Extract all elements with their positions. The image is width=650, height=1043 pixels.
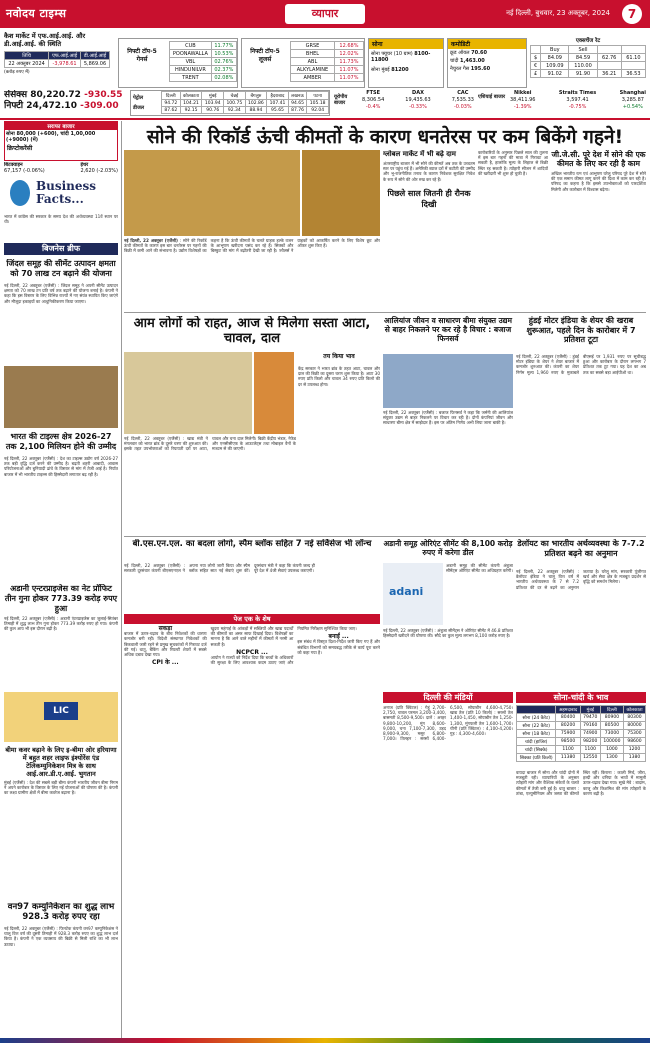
market-name: FTSE	[366, 90, 381, 96]
deloitte-body: नई दिल्ली, 22 अक्तूबर (एजैंसी) : डेलॉयट इंडिया ने चालू वित्त वर्ष में भारतीय अर्थव्यवस्था के 7 से 7.2 प्रतिशत की दर से बढ़ने का अनुमान जताया है। घरेलू मांग, सरकारी पूंजीगत खर्च और सेवा क्षेत्र के मजबूत प्रदर्शन से वृद्धि को समर्थन मिलेगा।	[516, 569, 646, 590]
lic-body: मुंबई (एजैंसी) : देश की सबसे बड़ी बीमा कंपनी भारतीय जीवन बीमा निगम ने अपने कारोबार के विस्तार के लिए नई योजनाओं की घोषणा की है। कंपनी का लक्ष्य ग्रामीण क्षेत्रों में बीमा कवरेज बढ़ाना है।	[4, 780, 118, 796]
bulb-icon	[10, 180, 30, 206]
gs-cell: 12550	[580, 754, 600, 762]
gainer-pct: 10.53%	[211, 50, 236, 58]
forex-val: 84.09	[541, 54, 569, 62]
bitcoin-value: 67,157 (-0.06%)	[4, 168, 45, 174]
gs-cell: 75300	[624, 730, 646, 738]
gold-row	[369, 49, 443, 65]
business-facts-title: Business Facts...	[36, 179, 97, 206]
gs-cell: 75900	[556, 730, 580, 738]
gold-silver-table	[516, 705, 646, 762]
commodity-row	[448, 57, 526, 65]
registration-strip	[0, 1038, 650, 1043]
cell-date: 22 अक्तूबर 2024	[5, 60, 49, 68]
gs-head-cell: कोलकाता	[624, 706, 646, 714]
gold-row-value: 81200	[391, 67, 409, 73]
bullion-box	[4, 121, 118, 161]
business-facts-box	[4, 178, 118, 238]
forex-table	[530, 45, 646, 78]
fuel-petrol-cell: 100.75	[224, 100, 246, 107]
bitcoin-label: बिटक्वाइन	[4, 162, 23, 168]
fuel-diesel-cell: 87.76	[288, 107, 307, 114]
gs-cell: 11380	[556, 754, 580, 762]
loser-pct: 12.68%	[334, 42, 363, 50]
shesh-head: बनाईं ...	[328, 633, 349, 641]
shesh-head: NCPCR ...	[236, 648, 268, 656]
asia-markets-box	[478, 90, 646, 116]
section-title: व्यापार	[285, 4, 365, 24]
divider	[124, 312, 646, 313]
gs-row	[517, 730, 646, 738]
bullion-title: सराफा बाजार	[5, 122, 117, 130]
gold-row-label: सोना फ्यूचर (10 ग्राम)	[371, 51, 413, 57]
fuel-diesel-cell: 92.34	[224, 107, 246, 114]
gold-label: सोना	[369, 39, 443, 49]
gs-cell: सोना (18 कैरेट)	[517, 730, 556, 738]
gold-silver-title: सोना-चांदी के भाव	[516, 692, 646, 703]
forex-h: Sell	[569, 46, 597, 54]
market-change: -0.4%	[365, 104, 381, 110]
gjc-subhead: जी.जे.सी. पूरे देश में सोने की एक कीमत के लिए कर रही है काम	[551, 150, 646, 168]
adani-headline: अडानी एन्‍टरप्राइजेस का नेट प्रॉफिट तीन गुना होकर 773.39 करोड़ रुपए हुआ	[4, 584, 118, 613]
gs-cell: 79470	[580, 714, 600, 722]
gold-row-value: 8100-11800	[371, 51, 431, 63]
gs-cell: 98200	[580, 738, 600, 746]
lead-headline: सोने की रिकॉर्ड ऊंची कीमतों के कारण धनतेरस पर कम बिकेंगे गहने!	[146, 126, 624, 147]
market-value: 7,535.33	[451, 97, 474, 103]
continuation-body: सैकड़ों बाजार में उतार-चढ़ाव के बीच निवेशकों की धारणा कमजोर बनी रही। विदेशी संस्थागत निवेशकों की बिकवाली जारी रहने से प्रमुख सूचकांकों में गिरावट दर्ज की गई। धातु, बैंकिंग और रियल्टी शेयरों में सबसे अधिक दबाव देखा गया। CPI के ... खुदरा महंगाई के आंकड़ों में सब्जियों और खाद्य पदार्थों की कीमतों का असर साफ दिखाई दिया। विशेषज्ञों का मानना है कि आने वाले महीनों में कीमतों में नरमी आ सकती है। NCPCR ... आयोग ने राज्यों को निर्देश दिया कि बच्चों के अधिकारों की सुरक्षा के लिए आवश्यक कदम उठाए जाएं और नियमित निरीक्षण सुनिश्चित किया जाए। बनाईं ... इस संबंध में विस्तृत दिशा-निर्देश जारी किए गए हैं और संबंधित विभागों को समयबद्ध तरीके से कार्य पूरा करने को कहा गया है।	[124, 626, 380, 667]
atta-side-body: केंद्र सरकार ने भारत ब्रांड के तहत आटा, चावल और दाल की बिक्री का दूसरा चरण शुरू किया है। आटा 30 रुपए प्रति किलो और चावल 34 रुपए प्रति किलो की दर से उपलब्ध होगा।	[298, 366, 380, 387]
asia-label: एशियाई बाजार	[478, 94, 506, 100]
adani-cement-side: अडानी समूह की सीमेंट कंपनी अंबुजा सीमेंट्स ओरिएंट सीमेंट का अधिग्रहण करेगी।	[446, 563, 513, 574]
gs-row	[517, 714, 646, 722]
gs-cell: 1000	[600, 746, 623, 754]
loser-pct: 11.07%	[334, 66, 363, 74]
market-tile	[620, 90, 646, 111]
mandi-body: अनाज (प्रति क्विंटल) : गेहूं 2,700-2,750, चावल परमल 3,200-3,400, बासमती 8,500-9,500। दालें : अरहर 9,800-10,200, मूंग 8,600-9,000, चना 7,100-7,300, उड़द 8,900-9,300, मसूर 6,800-7,000। तिलहन : सरसों 6,400-6,500, सोयाबीन 4,600-4,750। खाद्य तेल (प्रति 10 किलो) : सरसों तेल 1,400-1,450, सोयाबीन तेल 1,250-1,300, मूंगफली तेल 1,600-1,700। चीनी (प्रति क्विंटल) : 4,100-4,200। गुड़ : 4,300-4,600।	[383, 705, 513, 742]
fuel-cities-cell: लखनऊ	[288, 92, 307, 100]
fuel-petrol-cell: 94.72	[162, 100, 181, 107]
bullion-text: सोना 80,000 (+600), चांदी 1,00,000 (+9000) (में)	[6, 131, 96, 143]
forex-val: 110.00	[569, 62, 597, 70]
fuel-labels	[133, 93, 159, 113]
index-change: -309.00	[80, 101, 119, 111]
gs-cell: चांदी (हाजिर)	[517, 738, 556, 746]
forex-val: 36.21	[597, 70, 621, 78]
gold-row-label: सोना मुंबई	[371, 67, 390, 73]
forex-cur: €	[531, 62, 541, 70]
fii-dii-unit: (करोड़ रुपए में)	[4, 70, 30, 75]
gs-cell: 98600	[624, 738, 646, 746]
gs-head-cell: मुंबई	[580, 706, 600, 714]
fuel-box	[130, 90, 330, 116]
gs-row	[517, 754, 646, 762]
mandi-title: दिल्ली की मंडियों	[383, 692, 513, 703]
hyundai-headline: हुंडई मोटर इंडिया के शेयर की खराब शुरूआत, पहले दिन के कारोबार में 7 प्रतिशत टूटा	[526, 316, 636, 344]
rice-photo	[254, 352, 294, 434]
loser-pct: 11.07%	[334, 74, 363, 82]
fuel-petrol-cell: 105.18	[307, 100, 329, 107]
business-facts-text: भारत में कांग्रेस की सरकार के समय देश की अर्थव्यवस्था 11वें स्थान पर थी।	[4, 214, 118, 225]
insurance-body: नई दिल्ली, 22 अक्तूबर (एजैंसी) : बजाज फिनसर्व ने कहा कि जर्मनी की आलियांज संयुक्त उद्यम से बाहर निकलने पर विचार कर रही है। दोनों कंपनियां जीवन और साधारण बीमा क्षेत्र में साझेदार हैं। इस पर अंतिम निर्णय अभी लिया जाना बाकी है।	[383, 410, 513, 426]
market-tile	[510, 90, 535, 111]
gs-row	[517, 738, 646, 746]
col-date: तिथि	[5, 52, 49, 60]
fii-dii-box	[4, 32, 112, 87]
gs-cell: 1100	[556, 746, 580, 754]
divider	[0, 118, 650, 120]
index-value: 24,472.10	[26, 101, 77, 111]
loser-pct: 11.73%	[334, 58, 363, 66]
forex-val: 109.09	[541, 62, 569, 70]
ether-value: 2,620 (-2.03%)	[80, 168, 118, 174]
gs-cell: 1100	[580, 746, 600, 754]
grains-photo	[124, 352, 252, 434]
gs-cell: 98500	[556, 738, 580, 746]
van97-headline: वन97 कम्युनिकेशन का शुद्ध लाभ 928.3 करोड़ रुपए रहा	[7, 902, 115, 922]
fuel-petrol-cell: 103.94	[202, 100, 224, 107]
adani-logo-photo	[383, 563, 443, 625]
crypto-label: क्रिप्टोकरेंसी	[7, 145, 33, 152]
lead-pull-quote: ग्लोबल मार्केट में भी बढ़े दाम	[383, 150, 456, 158]
gs-cell: 79160	[580, 722, 600, 730]
gs-cell: 74900	[580, 730, 600, 738]
fuel-diesel-cell: 95.65	[267, 107, 289, 114]
market-body: वायदा बाजार में सोना और चांदी दोनों में मजबूती रही। व्यापारियों के अनुसार त्योहारी मांग और वैश्विक संकेतों के चलते कीमतों में तेजी बनी हुई है। धातु बाजार : तांबा, एल्युमीनियम और जस्ता की कीमतें स्थिर रहीं। किराना : काली मिर्च, जीरा, हल्दी और धनिया के भावों में मामूली उतार-चढ़ाव देखा गया। सूखे मेवे : बादाम, काजू और किशमिश की मांग त्योहारों के कारण बढ़ी है।	[516, 770, 646, 796]
newspaper-logo: नवोदय टाइम्स	[6, 7, 67, 20]
hyundai-body: नई दिल्ली, 22 अक्तूबर (एजैंसी) : हुंडई मोटर इंडिया के शेयर ने शेयर बाजार में कमजोर शुरुआत की। कंपनी का शेयर निर्गम मूल्य 1,960 रुपए के मुकाबले बीएसई पर 1,931 रुपए पर सूचीबद्ध हुआ और कारोबार के दौरान लगभग 7 प्रतिशत तक टूट गया। यह देश का अब तक का सबसे बड़ा आईपीओ था।	[516, 354, 646, 375]
page-number: 7	[622, 4, 642, 24]
market-value: 3,285.87	[621, 97, 644, 103]
lead-body-1: नई दिल्ली, 22 अक्तूबर (एजैंसी) : सोने की रिकॉर्ड ऊंची कीमतों के कारण इस बार धनतेरस पर गहनों की बिक्री में कमी आने की संभावना है। उद्योग विशेषज्ञों का कहना है कि ऊंची कीमतों के चलते ग्राहक हल्के वजन के आभूषण खरीदना पसंद कर रहे हैं। सिक्कों और बिस्कुट की मांग में बढ़ोतरी देखी जा रही है। ज्वैलर्स ने ग्राहकों को आकर्षित करने के लिए विशेष छूट और ऑफर शुरू किए हैं।	[124, 238, 380, 254]
fuel-petrol-cell: 102.86	[245, 100, 267, 107]
market-tile	[452, 90, 474, 111]
index-line	[4, 90, 124, 101]
indices-box	[4, 90, 124, 116]
asia-row	[510, 90, 646, 111]
gs-cell: 80400	[556, 714, 580, 722]
gs-cell: 1200	[624, 746, 646, 754]
market-name: CAC	[457, 90, 469, 96]
gs-cell: 100000	[600, 738, 623, 746]
market-change: +0.54%	[622, 104, 643, 110]
gainer-name: TRENT	[170, 74, 212, 82]
forex-val	[621, 62, 645, 70]
col-fii: एफ.आई.आई	[49, 52, 81, 60]
commodity-row-label: क्रूड ऑयल	[450, 50, 470, 56]
forex-h: Buy	[541, 46, 569, 54]
gainer-name: VBL	[170, 58, 212, 66]
tiles-headline: भारत की टाइल्स क्षेत्र 2026-27 तक 2,100 मिलियन होने की उम्मीद	[5, 432, 117, 451]
market-tile	[362, 90, 384, 111]
continuations	[124, 626, 380, 1038]
fuel-cities-cell: मुंबई	[202, 92, 224, 100]
gainer-pct: 02.37%	[211, 66, 236, 74]
gainer-pct: 11.77%	[211, 42, 236, 50]
shesh-head: सैकड़ों	[158, 626, 173, 632]
dateline: नई दिल्ली, बुधवार, 23 अक्तूबर, 2024	[506, 9, 610, 17]
gs-head-cell: दिल्ली	[600, 706, 623, 714]
lead-body-2: ग्लोबल मार्केट में भी बढ़े दाम अंतरराष्ट्रीय बाजार में भी सोने की कीमतें अब तक के उच्चतम स्तर पर पहुंच गई हैं। अमेरिकी ब्याज दरों में कटौती की उम्मीद और भू-राजनीतिक तनाव के कारण निवेशक सुरक्षित निवेश के रूप में सोने की ओर रुख कर रहे हैं। पिछले साल जितनी ही रौनक दिखी	[383, 150, 475, 209]
gold-box	[368, 38, 444, 88]
forex-h	[621, 46, 645, 54]
commodity-row-label: नैचुरल गैस	[450, 66, 470, 72]
eu-markets-box	[334, 90, 474, 116]
gs-cell: 80900	[600, 714, 623, 722]
eu-label: यूरोपीय बाजार	[334, 94, 348, 106]
loser-name: GRSE	[291, 42, 335, 50]
tiles-body: नई दिल्ली, 22 अक्तूबर (एजैंसी) : देश का टाइल्स उद्योग वर्ष 2026-27 तक बड़ी वृद्धि दर्ज करने की उम्मीद है। बढ़ती शहरी आबादी, आवास परियोजनाओं और बुनियादी ढांचे के विस्तार से मांग में तेजी आई है। निर्यात बाजार में भी भारतीय टाइल्स की हिस्सेदारी लगातार बढ़ रही है।	[4, 456, 118, 477]
lead-pull-quote-2: पिछले साल जितनी ही रौनक दिखी	[387, 188, 471, 209]
fuel-cities-cell: कोलकाता	[180, 92, 202, 100]
market-change: -1.39%	[513, 104, 532, 110]
fuel-cities-cell: हैदराबाद	[267, 92, 289, 100]
losers-box	[241, 38, 365, 88]
loser-name: ABL	[291, 58, 335, 66]
van97-body: नई दिल्ली, 22 अक्तूबर (एजैंसी) : फिनटेक कंपनी वन97 कम्युनिकेशंस ने चालू वित्त वर्ष की दूसरी तिमाही में 928.3 करोड़ रुपए का शुद्ध लाभ दर्ज किया है। कंपनी ने एक व्यवसाय की बिक्री से मिली राशि का भी लाभ उठाया।	[4, 926, 118, 947]
fii-dii-table	[4, 51, 110, 68]
fuel-cities-cell: बेंगलुरु	[245, 92, 267, 100]
commodity-row-value: 70.60	[471, 50, 487, 56]
market-value: 38,411.96	[510, 97, 536, 103]
gs-cell: सोना (22 कैरेट)	[517, 722, 556, 730]
fuel-diesel-cell: 88.94	[245, 107, 267, 114]
fuel-petrol-cell: 104.21	[180, 100, 202, 107]
ether-label: ईथर	[80, 162, 89, 168]
fuel-cities-cell: पटना	[307, 92, 329, 100]
market-tile	[559, 90, 596, 111]
eu-row	[362, 90, 474, 111]
commodity-row-value: 1,463.00	[460, 58, 485, 64]
adani-cement-body: नई दिल्ली, 22 अक्तूबर (एजैंसी) : अंबुजा सीमेंट्स ने ओरिएंट सीमेंट में 46.8 प्रतिशत हिस्सेदारी खरीदने की घोषणा की। सौदे का कुल मूल्य लगभग 8,100 करोड़ रुपए है।	[383, 628, 513, 639]
gjc-body: अखिल भारतीय रत्न एवं आभूषण घरेलू परिषद पूरे देश में सोने की एक समान कीमत लागू करने की दिशा में काम कर रही है। परिषद का कहना है कि इससे उपभोक्ताओं को पारदर्शिता मिलेगी और कारोबार में विश्वास बढ़ेगा।	[551, 171, 646, 192]
forex-val: 91.90	[569, 70, 597, 78]
gs-cell: 80000	[624, 722, 646, 730]
commodity-label: कमोडिटी	[448, 39, 526, 49]
forex-val	[597, 62, 621, 70]
lead-body-3: कारोबारियों के अनुसार पिछले साल की तुलना में इस बार गहनों की मात्रा में गिरावट आ सकती है, हालांकि मूल्य के लिहाज से बिक्री स्थिर रह सकती है। त्योहारी सीजन में शादियों की खरीदारी भी शुरू हो चुकी है।	[478, 150, 548, 176]
market-change: -0.03%	[454, 104, 472, 110]
column-rule	[121, 121, 122, 1039]
forex-box	[530, 36, 646, 88]
index-name: सेंसेक्स	[4, 90, 28, 100]
forex-val: 84.59	[569, 54, 597, 62]
market-tile	[405, 90, 430, 111]
jewellery-photo-2	[302, 150, 380, 236]
gainers-table	[169, 41, 237, 82]
loser-name: ALKYLAMINE	[291, 66, 335, 74]
gs-cell: चांदी (सिक्के)	[517, 746, 556, 754]
gjc-box	[551, 150, 646, 310]
loser-name: AMBER	[291, 74, 335, 82]
gainer-pct: 02.76%	[211, 58, 236, 66]
gainers-box	[118, 38, 238, 88]
forex-label: एक्सचेंज रेट	[575, 38, 601, 44]
gainer-name: POONAWALLA	[170, 50, 212, 58]
fuel-petrol-cell: 94.65	[288, 100, 307, 107]
atta-body: नई दिल्ली, 22 अक्तूबर (एजैंसी) : खाद्य मंत्री ने मंगलवार को भारत ब्रांड के दूसरे चरण की शुरुआत की। इसके तहत उपभोक्ताओं को रियायती दरों पर आटा, चावल और चना दाल मिलेगी। बिक्री केंद्रीय भंडार, नेफेड और एनसीसीएफ के आउटलेट्स तथा मोबाइल वैनों के माध्यम से की जाएगी।	[124, 436, 296, 452]
market-value: 8,306.54	[362, 97, 385, 103]
gold-row	[369, 65, 443, 75]
adani-body: नई दिल्ली, 22 अक्तूबर (एजैंसी) : अडानी एंटरप्राइजेस का जुलाई-सितंबर तिमाही में शुद्ध लाभ तीन गुना होकर 773.39 करोड़ रुपए हो गया। कंपनी की कुल आय भी इस दौरान बढ़ी है।	[4, 616, 118, 632]
gainer-pct: 02.08%	[211, 74, 236, 82]
commodity-row	[448, 49, 526, 57]
market-name: Straits Times	[558, 90, 597, 96]
gs-cell: 1380	[624, 754, 646, 762]
commodity-row-label: चांदी	[450, 58, 459, 64]
adani-cement-headline: अडानी समूह ओरिएंट सीमेंट की 8,100 करोड़ रुपए में करेगा डील	[383, 539, 513, 557]
divider	[124, 536, 646, 537]
gs-cell: सोना (24 कैरेट)	[517, 714, 556, 722]
lic-headline: बीमा कवर बढ़ाने के लिए इ-बीमा ओर हरियाणा में बहुत शहर लाइफ इंश्‍योरेंस एंड टेलिकम्युनिकेशन मित्र के साथ आई.आर.डी.ए.आई. भुगतान	[5, 746, 117, 778]
crypto-row	[4, 162, 118, 176]
fuel-diesel-cell: 92.15	[180, 107, 202, 114]
price-tag: तय किया भाव	[323, 353, 355, 360]
commodity-row	[448, 65, 526, 73]
petrol-label: पेट्रोल	[133, 95, 144, 101]
page-one-continuation-title: पेज एक के शेष	[124, 614, 380, 624]
index-name: निफ्टी	[4, 101, 24, 111]
gs-head-cell	[517, 706, 556, 714]
commodity-box	[447, 38, 527, 88]
forex-cur: $	[531, 54, 541, 62]
gainer-name: HINDUNILVR	[170, 66, 212, 74]
fuel-diesel-cell: 90.76	[202, 107, 224, 114]
market-name: DAX	[412, 90, 424, 96]
losers-table	[290, 41, 364, 82]
gs-cell: सिक्का (प्रति किलो)	[517, 754, 556, 762]
fuel-cities-cell: चेन्नई	[224, 92, 246, 100]
forex-val: 91.02	[541, 70, 569, 78]
forex-h	[531, 46, 541, 54]
market-value: 19,435.63	[405, 97, 431, 103]
fii-dii-headline: कैश मार्केट में एफ.आई.आई. और डी.आई.आई. की स्थिति	[4, 32, 86, 48]
cell-dii: 5,869.06	[80, 60, 109, 68]
diesel-label: डीजल	[133, 105, 145, 111]
loser-pct: 12.02%	[334, 50, 363, 58]
fuel-table	[161, 91, 329, 114]
bitcoin-block	[4, 162, 45, 176]
index-value: 80,220.72	[30, 90, 81, 100]
gs-cell: 73000	[600, 730, 623, 738]
gs-row	[517, 746, 646, 754]
gs-cell: 80300	[624, 714, 646, 722]
market-name: Shanghai	[619, 90, 646, 96]
market-change: -0.75%	[568, 104, 587, 110]
fuel-petrol-cell: 107.41	[267, 100, 289, 107]
tiles-photo	[4, 366, 118, 428]
forex-val: 62.76	[597, 54, 621, 62]
gs-cell: 1300	[600, 754, 623, 762]
business-brief-title: बिजनेस ब्रीफ	[4, 243, 118, 255]
forex-val: 61.10	[621, 54, 645, 62]
market-change: -0.33%	[409, 104, 427, 110]
forex-cur: £	[531, 70, 541, 78]
gainer-name: CUB	[170, 42, 212, 50]
lead-byline: नई दिल्ली, 22 अक्तूबर (एजैंसी)	[124, 238, 178, 243]
masthead-bar	[0, 0, 650, 28]
gs-head-cell: अहमदाबाद	[556, 706, 580, 714]
bsnl-body: नई दिल्ली, 22 अक्तूबर (एजैंसी) : सरकारी दूरसंचार कंपनी बीएसएनएल ने अपना नया लोगो जारी किया और स्पैम ब्लॉक सहित सात नई सेवाएं शुरू कीं। दूरसंचार मंत्री ने कहा कि कंपनी जल्द ही पूरे देश में 4जी सेवाएं उपलब्ध कराएगी।	[124, 563, 315, 574]
fuel-diesel-cell: 92.04	[307, 107, 329, 114]
col-dii: डी.आई.आई	[80, 52, 109, 60]
lic-logo: LIC	[44, 702, 78, 720]
gs-cell: 80500	[600, 722, 623, 730]
fuel-cities-cell: दिल्ली	[162, 92, 181, 100]
shesh-head: CPI के ...	[151, 659, 179, 667]
index-change: -930.55	[84, 90, 123, 100]
commodity-row-value: 195.60	[470, 66, 491, 72]
fuel-diesel-cell: 87.62	[162, 107, 181, 114]
gs-cell: 80200	[556, 722, 580, 730]
brief-headline: जिंदल समूह की सीमेंट उत्पादन क्षमता को 70 लाख टन बढ़ाने की योजना	[6, 259, 116, 278]
gainers-label: निफ्टी टॉप-5 गेनर्स	[127, 48, 157, 63]
forex-h	[597, 46, 621, 54]
jewellery-photo-1	[124, 150, 300, 236]
atta-headline: आम लोगों को राहत, आज से मिलेगा सस्ता आटा, चावल, दाल	[133, 316, 371, 346]
forex-val: 36.53	[621, 70, 645, 78]
loser-name: BHEL	[291, 50, 335, 58]
lic-photo	[4, 692, 118, 742]
deloitte-headline: डेलॉयट का भारतीय अर्थव्यवस्था के 7-7.2 प्रतिशत बढ़ने का अनुमान	[517, 539, 645, 558]
cell-fii: -3,978.61	[49, 60, 81, 68]
market-name: Nikkei	[513, 90, 532, 96]
market-value: 3,597.41	[566, 97, 589, 103]
allianz-photo	[383, 354, 513, 408]
brief-body: नई दिल्ली, 22 अक्तूबर (एजैंसी) : जिंदल समूह ने अपनी सीमेंट उत्पादन क्षमता को 70 लाख टन प्रति वर्ष तक बढ़ाने की योजना बनाई है। कंपनी ने कहा कि इस विस्तार के लिए विभिन्न राज्यों में नए संयंत्र स्थापित किए जाएंगे और मौजूदा इकाइयों का आधुनिकीकरण किया जाएगा।	[4, 283, 118, 304]
insurance-headline: आलियांज जीवन व साधारण बीमा संयुक्त उद्यम से बाहर निकलने पर कर रहे है विचार : बजाज फिनसर्व	[384, 316, 512, 343]
gs-row	[517, 722, 646, 730]
ether-block	[81, 162, 119, 176]
index-line	[4, 101, 124, 112]
bsnl-headline: बी.एस.एन.एल. का बदला लोगो, स्पैम ब्लॉक सहित 7 नई सर्विसेज भी लॉन्च	[132, 539, 372, 549]
adani-logo: adani	[389, 585, 424, 598]
losers-label: निफ्टी टॉप-5 लूजर्स	[250, 48, 280, 63]
